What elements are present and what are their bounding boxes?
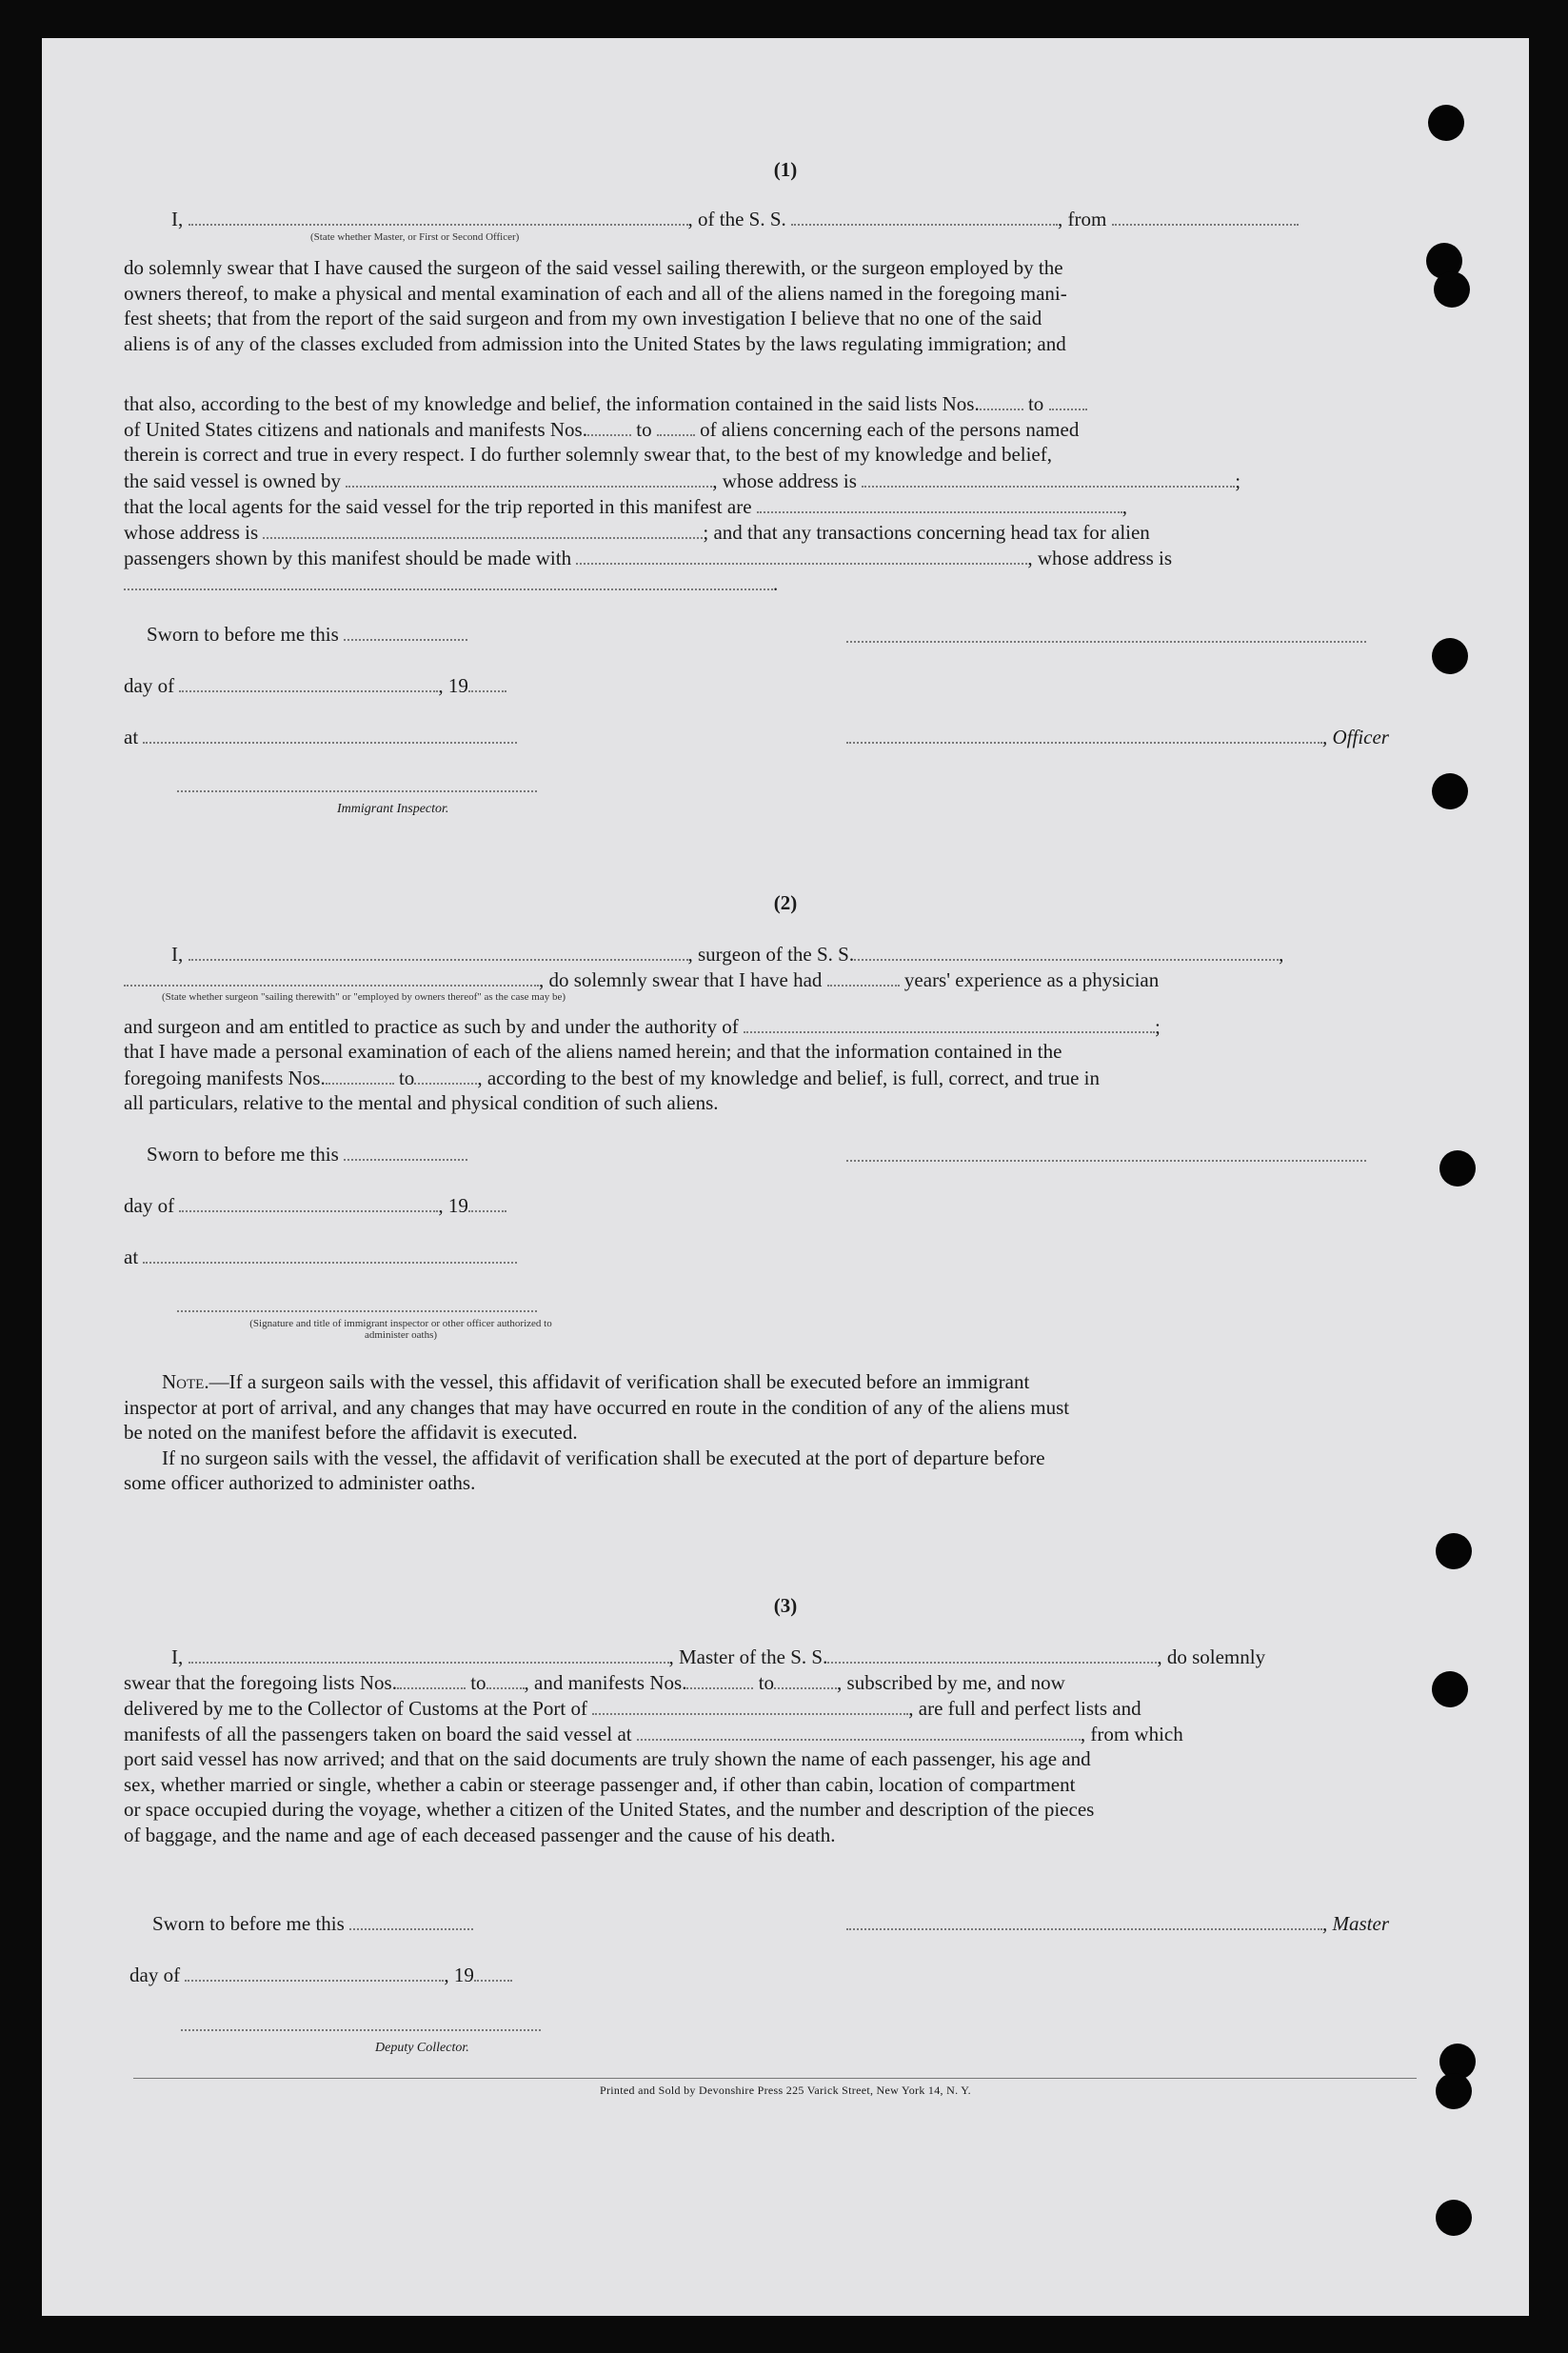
blank-place[interactable]	[143, 724, 517, 744]
blank-authority[interactable]	[744, 1013, 1155, 1033]
text: , whose address is	[1027, 546, 1173, 569]
text: to	[758, 1670, 775, 1694]
text: I,	[171, 207, 184, 230]
s2-caption: (State whether surgeon "sailing therewith" or "employed by owners thereof" as the case may be)	[162, 991, 566, 1003]
binder-hole	[1439, 1150, 1476, 1186]
s1-line-5	[124, 390, 1087, 416]
note-line: inspector at port of arrival, and any changes that may have occurred en route in the condition of any of the aliens must	[124, 1395, 1070, 1419]
note-line: be noted on the manifest before the affidavit is executed.	[124, 1421, 578, 1445]
text: , surgeon of the S. S.	[687, 942, 855, 966]
blank-s2-sworn-day[interactable]	[344, 1141, 467, 1161]
s1-line-8	[124, 468, 1241, 493]
text: , do solemnly swear that I have had	[539, 967, 823, 991]
note-label: Note.	[162, 1370, 209, 1393]
s1-sworn	[147, 621, 467, 647]
s2-line-5	[124, 1065, 1100, 1090]
s2-at	[124, 1244, 517, 1269]
text: ;	[1155, 1014, 1161, 1038]
text: , 19	[438, 673, 468, 697]
blank-s2-manifests-to[interactable]	[414, 1065, 477, 1085]
officer-label: , Officer	[1322, 725, 1389, 748]
blank-vessel[interactable]	[791, 206, 1058, 226]
blank-from[interactable]	[1112, 206, 1299, 226]
footer-rule	[133, 2078, 1417, 2079]
blank-manifests-to[interactable]	[657, 416, 695, 436]
text: , subscribed by me, and now	[837, 1670, 1065, 1694]
text-line: sex, whether married or single, whether a cabin or steerage passenger and, if other than cabin, location of compartment	[124, 1772, 1076, 1796]
text: .	[773, 571, 779, 595]
s2-note	[124, 1369, 1416, 1496]
text: to	[636, 417, 652, 441]
blank-s3-manifests-from[interactable]	[686, 1669, 753, 1689]
text: at	[124, 725, 139, 748]
text: , do solemnly	[1157, 1645, 1266, 1668]
binder-hole	[1436, 2200, 1472, 2236]
s1-caption: (State whether Master, or First or Second Officer)	[310, 231, 520, 243]
printer-footer: Printed and Sold by Devonshire Press 225 Varick Street, New York 14, N. Y.	[600, 2084, 971, 2097]
blank-s3-lists-to[interactable]	[486, 1669, 525, 1689]
s3-line-4	[124, 1721, 1183, 1746]
blank-lists-from[interactable]	[980, 390, 1023, 410]
s1-dayof	[124, 672, 506, 698]
blank-year[interactable]	[468, 672, 506, 692]
blank-port[interactable]	[592, 1695, 908, 1715]
blank-signature-officer[interactable]	[846, 641, 1366, 643]
text: to	[398, 1066, 415, 1089]
text-line: do solemnly swear that I have caused the surgeon of the said vessel sailing therewith, or the surgeon employed by the	[124, 256, 1063, 279]
blank-s2-month[interactable]	[179, 1192, 438, 1212]
binder-hole	[1436, 1533, 1472, 1569]
text: , are full and perfect lists and	[908, 1696, 1141, 1720]
text: Sworn to before me this	[147, 1142, 339, 1166]
section-1-number: (1)	[773, 158, 798, 181]
s2-line-4: that I have made a personal examination of each of the aliens named herein; and that the information contained in the	[124, 1040, 1062, 1063]
text: , of the S. S.	[687, 207, 786, 230]
s2-line-2	[124, 967, 1159, 992]
text: to	[1027, 391, 1044, 415]
blank-surgeon-status[interactable]	[124, 967, 539, 987]
text: swear that the foregoing lists Nos.	[124, 1670, 397, 1694]
blank-inspector-signature[interactable]	[177, 790, 537, 792]
text: passengers shown by this manifest should be made with	[124, 546, 572, 569]
blank-surgeon-name[interactable]	[189, 941, 688, 961]
text: of United States citizens and nationals and manifests Nos.	[124, 417, 587, 441]
s2-line-6: all particulars, relative to the mental and physical condition of such aliens.	[124, 1091, 719, 1114]
blank-lists-to[interactable]	[1049, 390, 1087, 410]
text: day of	[124, 1193, 175, 1217]
text: at	[124, 1245, 139, 1268]
s3-master-line	[846, 1910, 1389, 1936]
note-line: If no surgeon sails with the vessel, the affidavit of verification shall be executed at the port of departure before	[162, 1446, 1045, 1469]
blank-s2-inspector-signature[interactable]	[177, 1310, 537, 1312]
blank-head-tax-party[interactable]	[576, 545, 1027, 565]
text: Sworn to before me this	[147, 622, 339, 646]
blank-years[interactable]	[827, 967, 900, 987]
text: foregoing manifests Nos.	[124, 1066, 326, 1089]
text: , 19	[444, 1963, 474, 1986]
text-line: of baggage, and the name and age of each deceased passenger and the cause of his death.	[124, 1823, 836, 1846]
note-line: some officer authorized to administer oaths.	[124, 1471, 476, 1495]
blank-s2-surgeon-signature[interactable]	[846, 1160, 1366, 1162]
text-line: or space occupied during the voyage, whether a citizen of the United States, and the number and description of the pieces	[124, 1798, 1095, 1822]
s1-line-6	[124, 416, 1079, 442]
s3-line-1	[171, 1644, 1265, 1669]
text: that the local agents for the said vessel for the trip reported in this manifest are	[124, 494, 752, 518]
text: years' experience as a physician	[903, 967, 1160, 991]
text: , Master of the S. S.	[668, 1645, 828, 1668]
text: ;	[1235, 469, 1241, 492]
blank-embark-port[interactable]	[637, 1721, 1081, 1741]
binder-hole	[1432, 1671, 1468, 1707]
text: the said vessel is owned by	[124, 469, 342, 492]
text: I,	[171, 942, 184, 966]
inspector-caption: Immigrant Inspector.	[337, 802, 449, 816]
s3-dayof	[129, 1962, 512, 1987]
blank-s2-manifests-from[interactable]	[326, 1065, 394, 1085]
s2-signature-caption: (Signature and title of immigrant inspector or other officer authorized to administer oaths)	[249, 1318, 552, 1341]
s3-line-3	[124, 1695, 1141, 1721]
binder-hole	[1432, 638, 1468, 674]
form-page	[42, 38, 1529, 2316]
blank-manifests-from[interactable]	[587, 416, 631, 436]
text: whose address is	[124, 520, 259, 544]
s3-line-2	[124, 1669, 1065, 1695]
text: that also, according to the best of my knowledge and belief, the information contained in the said lists Nos.	[124, 391, 980, 415]
text: day of	[129, 1963, 181, 1986]
text: I,	[171, 1645, 184, 1668]
s1-line-10	[124, 519, 1150, 545]
s3-sworn	[152, 1910, 473, 1936]
blank-s2-year[interactable]	[468, 1192, 506, 1212]
blank-s3-sworn-day[interactable]	[349, 1910, 473, 1930]
text: ; and that any transactions concerning head tax for alien	[703, 520, 1150, 544]
blank-s2-place[interactable]	[143, 1244, 517, 1264]
blank-head-tax-address[interactable]	[124, 570, 773, 590]
blank-officer-signature[interactable]	[846, 724, 1322, 744]
text-line: port said vessel has now arrived; and that on the said documents are truly shown the name of each passenger, his age and	[124, 1747, 1091, 1770]
text: ,	[1279, 942, 1284, 966]
blank-s3-month[interactable]	[185, 1962, 444, 1982]
s1-officer-line	[846, 724, 1389, 749]
text: ,	[1121, 494, 1128, 518]
binder-hole	[1434, 271, 1470, 308]
blank-officer[interactable]	[189, 206, 688, 226]
blank-owner-address[interactable]	[862, 468, 1235, 488]
s3-paragraph	[124, 1746, 1416, 1847]
s1-line-7: therein is correct and true in every respect. I do further solemnly swear that, to the best of my knowledge and belief,	[124, 443, 1052, 466]
text: , 19	[438, 1193, 468, 1217]
collector-caption: Deputy Collector.	[375, 2041, 469, 2055]
text: Sworn to before me this	[152, 1911, 345, 1935]
text-line: aliens is of any of the classes excluded from admission into the United States by the laws regulating immigration; and	[124, 331, 1066, 355]
text: , from which	[1080, 1722, 1183, 1745]
s1-line-9	[124, 493, 1127, 519]
blank-local-agents[interactable]	[757, 493, 1122, 513]
text: day of	[124, 673, 175, 697]
binder-hole	[1428, 105, 1464, 141]
text: —If a surgeon sails with the vessel, this affidavit of verification shall be executed before an immigrant	[208, 1370, 1030, 1393]
blank-s3-lists-from[interactable]	[397, 1669, 466, 1689]
blank-owner[interactable]	[346, 468, 712, 488]
text: manifests of all the passengers taken on board the said vessel at	[124, 1722, 632, 1745]
s2-dayof	[124, 1192, 506, 1218]
text-line: fest sheets; that from the report of the said surgeon and from my own investigation I believe that no one of the said	[124, 307, 1042, 330]
s1-paragraph	[124, 255, 1416, 356]
s1-line-11	[124, 545, 1172, 570]
blank-s3-year[interactable]	[474, 1962, 512, 1982]
section-2-number: (2)	[773, 891, 798, 914]
blank-month[interactable]	[179, 672, 438, 692]
s2-line-1	[171, 941, 1283, 967]
blank-collector-signature[interactable]	[181, 2029, 541, 2031]
blank-master-vessel[interactable]	[827, 1644, 1157, 1664]
text-line: owners thereof, to make a physical and mental examination of each and all of the aliens named in the foregoing mani-	[124, 281, 1067, 305]
text: to	[470, 1670, 486, 1694]
s1-line-12	[124, 570, 778, 596]
blank-s3-manifests-to[interactable]	[774, 1669, 837, 1689]
text: , whose address is	[712, 469, 857, 492]
blank-master-signature[interactable]	[846, 1910, 1322, 1930]
blank-sworn-day[interactable]	[344, 621, 467, 641]
text: , according to the best of my knowledge and belief, is full, correct, and true in	[477, 1066, 1101, 1089]
s2-sworn	[147, 1141, 467, 1167]
binder-hole	[1432, 773, 1468, 809]
text: , and manifests Nos.	[524, 1670, 687, 1694]
blank-surgeon-vessel[interactable]	[854, 941, 1279, 961]
text: delivered by me to the Collector of Customs at the Port of	[124, 1696, 587, 1720]
blank-master-name[interactable]	[189, 1644, 669, 1664]
s2-line-3	[124, 1013, 1161, 1039]
text: of aliens concerning each of the persons named	[700, 417, 1080, 441]
text: and surgeon and am entitled to practice as such by and under the authority of	[124, 1014, 739, 1038]
master-label: , Master	[1322, 1911, 1389, 1935]
blank-agents-address[interactable]	[263, 519, 703, 539]
text: , from	[1058, 207, 1107, 230]
section-3-number: (3)	[773, 1594, 798, 1617]
note-line	[124, 1369, 1416, 1395]
s1-line-1	[171, 206, 1299, 231]
s1-at	[124, 724, 517, 749]
